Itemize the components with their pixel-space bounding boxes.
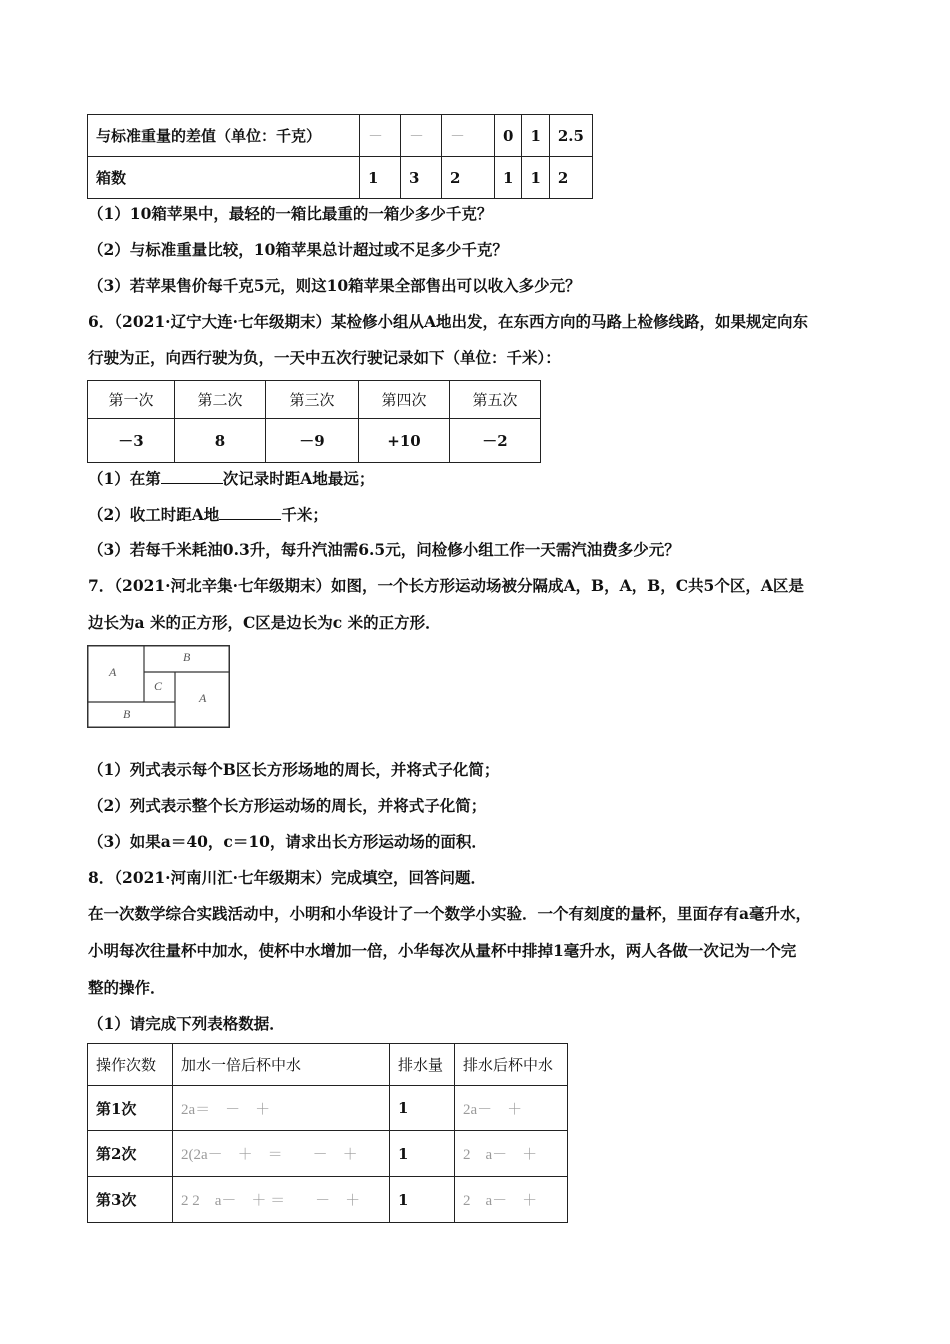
after-drain-cell: 2a－ ＋ bbox=[455, 1086, 568, 1131]
cell: 2.5 bbox=[549, 115, 592, 157]
row-label: 第3次 bbox=[88, 1177, 173, 1223]
q8-para-line3: 整的操作． bbox=[88, 978, 166, 997]
q5-sub2: （2）与标准重量比较，10箱苹果总计超过或不足多少千克？ bbox=[88, 240, 508, 259]
cell: － bbox=[360, 115, 401, 157]
cell: 1 bbox=[360, 157, 401, 199]
row-label-count: 箱数 bbox=[88, 157, 360, 199]
cell: 1 bbox=[522, 157, 549, 199]
q5-sub3: （3）若苹果售价每千克5元，则这10箱苹果全部售出可以收入多少元？ bbox=[88, 276, 581, 295]
value-cell: +10 bbox=[359, 419, 450, 463]
q6-sub1 bbox=[88, 469, 374, 489]
cell: － bbox=[401, 115, 442, 157]
zone-label-a1: A bbox=[109, 665, 117, 679]
header-cell: 加水一倍后杯中水 bbox=[173, 1044, 390, 1086]
zone-label-b2: B bbox=[123, 707, 131, 721]
q6-sub1-b: 次记录时距A地最远； bbox=[222, 469, 375, 488]
cell: 3 bbox=[401, 157, 442, 199]
q8-title: 8．（2021·河南川汇·七年级期末）完成填空，回答问题． bbox=[88, 868, 486, 887]
weight-diff-table bbox=[87, 114, 593, 199]
q6-intro-line1: 6．（2021·辽宁大连·七年级期末）某检修小组从A地出发，在东西方向的马路上检修线路，如果规定向东 bbox=[88, 312, 808, 331]
cell: 2 bbox=[442, 157, 495, 199]
add-water-cell: 2(2a－ ＋ ＝ － ＋ bbox=[173, 1131, 390, 1177]
zone-label-c: C bbox=[154, 679, 163, 693]
q8-para-line2: 小明每次往量杯中加水，使杯中水增加一倍，小华每次从量杯中排掉1毫升水，两人各做一次记为一个完 bbox=[88, 941, 797, 960]
after-drain-cell: 2 a－ ＋ bbox=[455, 1131, 568, 1177]
value-cell: －2 bbox=[450, 419, 541, 463]
header-cell: 第三次 bbox=[266, 381, 359, 419]
value-cell: －9 bbox=[266, 419, 359, 463]
drain-cell: 1 bbox=[390, 1131, 455, 1177]
cell: 2 bbox=[549, 157, 592, 199]
after-drain-cell: 2 a－ ＋ bbox=[455, 1177, 568, 1223]
q6-sub1-a: （1）在第 bbox=[88, 469, 161, 488]
header-cell: 第一次 bbox=[88, 381, 175, 419]
zone-label-b1: B bbox=[183, 650, 191, 664]
q5-sub1: （1）10箱苹果中，最轻的一箱比最重的一箱少多少千克？ bbox=[88, 204, 493, 223]
q6-sub2-b: 千米； bbox=[281, 505, 328, 524]
cell: － bbox=[442, 115, 495, 157]
cell: 1 bbox=[522, 115, 549, 157]
q7-intro-line2: 边长为a 米的正方形，C区是边长为c 米的正方形． bbox=[88, 613, 441, 632]
q7-sub2: （2）列式表示整个长方形运动场的周长，并将式子化简； bbox=[88, 796, 487, 815]
q8-sub1: （1）请完成下列表格数据． bbox=[88, 1014, 285, 1033]
add-water-cell: 2 2 a－ ＋ ＝ － ＋ bbox=[173, 1177, 390, 1223]
q7-intro-line1: 7．（2021·河北辛集·七年级期末）如图，一个长方形运动场被分隔成A，B，A，B，C共5个区，A区是 bbox=[88, 576, 804, 595]
answer-blank bbox=[161, 469, 223, 484]
operation-table bbox=[87, 1043, 568, 1223]
add-water-cell: 2a＝ － ＋ bbox=[173, 1086, 390, 1131]
header-cell: 第四次 bbox=[359, 381, 450, 419]
trip-record-table bbox=[87, 380, 541, 463]
q7-sub1: （1）列式表示每个B区长方形场地的周长，并将式子化简； bbox=[88, 760, 500, 779]
drain-cell: 1 bbox=[390, 1086, 455, 1131]
q6-sub2-a: （2）收工时距A地 bbox=[88, 505, 220, 524]
cell: 1 bbox=[495, 157, 522, 199]
answer-blank bbox=[219, 505, 281, 520]
header-cell: 排水后杯中水 bbox=[455, 1044, 568, 1086]
drain-cell: 1 bbox=[390, 1177, 455, 1223]
value-cell: －3 bbox=[88, 419, 175, 463]
q6-sub3: （3）若每千米耗油0.3升，每升汽油需6.5元，问检修小组工作一天需汽油费多少元？ bbox=[88, 540, 680, 559]
field-diagram bbox=[87, 645, 230, 728]
row-label: 第1次 bbox=[88, 1086, 173, 1131]
cell: 0 bbox=[495, 115, 522, 157]
q8-para-line1: 在一次数学综合实践活动中，小明和小华设计了一个数学小实验．一个有刻度的量杯，里面存有a毫升水， bbox=[88, 904, 812, 923]
q7-sub3: （3）如果a＝40，c＝10，请求出长方形运动场的面积． bbox=[88, 832, 487, 851]
header-cell: 排水量 bbox=[390, 1044, 455, 1086]
value-cell: 8 bbox=[175, 419, 266, 463]
row-label: 第2次 bbox=[88, 1131, 173, 1177]
zone-label-a2: A bbox=[199, 691, 207, 705]
header-cell: 第五次 bbox=[450, 381, 541, 419]
header-cell: 操作次数 bbox=[88, 1044, 173, 1086]
header-cell: 第二次 bbox=[175, 381, 266, 419]
q6-sub2 bbox=[88, 505, 328, 525]
q6-intro-line2: 行驶为正，向西行驶为负，一天中五次行驶记录如下（单位：千米）： bbox=[88, 348, 561, 367]
row-label-diff: 与标准重量的差值（单位：千克） bbox=[88, 115, 360, 157]
